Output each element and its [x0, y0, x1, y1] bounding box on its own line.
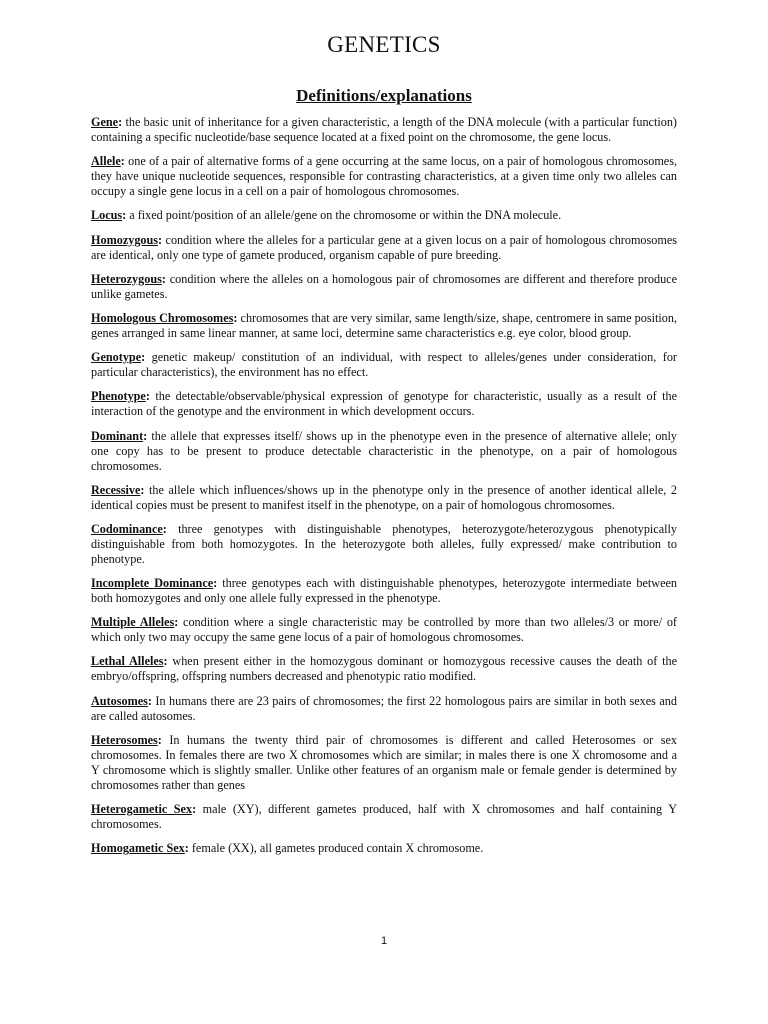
term-colon: : — [158, 232, 163, 247]
term-colon: : — [162, 521, 167, 536]
definition-recessive — [91, 483, 677, 513]
term: Locus — [91, 208, 123, 223]
definition-heterogametic-sex — [91, 802, 677, 832]
term: Codominance — [91, 521, 163, 536]
definition-codominance — [91, 522, 677, 567]
term: Allele — [91, 154, 121, 169]
definition-phenotype — [91, 389, 677, 419]
definition-text: three genotypes each with distinguishable phenotypes, heterozygote intermediate between both homozygotes and only one allele fully expressed in the phenotype. — [91, 576, 677, 606]
term: Homogametic Sex — [91, 841, 185, 856]
term-colon: : — [213, 576, 218, 591]
term-colon: : — [147, 693, 152, 708]
term: Heterosomes — [91, 732, 158, 747]
term-colon: : — [161, 271, 166, 286]
term-colon: : — [140, 482, 145, 497]
definition-text: condition where the alleles on a homologous pair of chromosomes are different and therefore produce unlike gametes. — [91, 271, 677, 301]
definition-multiple-alleles — [91, 615, 677, 645]
term-colon: : — [118, 115, 123, 129]
term: Homozygous — [91, 232, 159, 247]
term-colon: : — [157, 732, 162, 747]
term: Heterozygous — [91, 271, 162, 286]
term-colon: : — [184, 841, 189, 856]
term: Phenotype — [91, 389, 146, 404]
definition-text: the allele which influences/shows up in the phenotype only in the presence of another identical allele, 2 identical copies must be present to manifest itself in the phenotype, on a pair of homologous chromosomes. — [91, 482, 677, 512]
definition-text: when present either in the homozygous dominant or homozygous recessive causes the death of the embryo/offspring, offspring numbers decreased and phenotypic ratio modified. — [91, 654, 677, 684]
definition-locus — [91, 208, 677, 223]
definition-homologous-chromosomes — [91, 311, 677, 341]
term-colon: : — [120, 154, 125, 169]
definition-allele — [91, 154, 677, 199]
definition-text: In humans the twenty third pair of chromosomes is different and called Heterosomes or sex chromosomes. In females there are two X chromosomes which are similar; in males there is one X chromosome and a Y chromosome which is slightly smaller. Unlike other features of an organism male or female gender is determined by chromosomes rather than genes — [91, 732, 677, 792]
term: Lethal Alleles — [91, 654, 164, 669]
definition-homozygous — [91, 233, 677, 263]
term-colon: : — [122, 208, 127, 223]
term-colon: : — [174, 615, 179, 630]
document-subtitle — [91, 85, 677, 107]
definition-genotype — [91, 350, 677, 380]
term-colon: : — [145, 389, 150, 404]
definition-text: the basic unit of inheritance for a given characteristic, a length of the DNA molecule (with a particular function) containing a specific nucleotide/base sequence located at a fixed point on the chromosome, the gene locus. — [91, 115, 677, 144]
term: Gene — [91, 115, 119, 129]
definition-incomplete-dominance — [91, 576, 677, 606]
term: Multiple Alleles — [91, 615, 175, 630]
document-title: GENETICS — [327, 32, 441, 57]
term: Homologous Chromosomes — [91, 310, 234, 325]
definition-heterozygous — [91, 272, 677, 302]
definition-text: condition where the alleles for a particular gene at a given locus on a pair of homologous chromosomes are identical, only one type of gamete produced, organism capable of pure breeding. — [91, 232, 677, 262]
term-colon: : — [163, 654, 168, 669]
definition-text: In humans there are 23 pairs of chromosomes; the first 22 homologous pairs are similar in both sexes and are called autosomes. — [91, 693, 677, 723]
definition-text: the allele that expresses itself/ shows up in the phenotype even in the presence of alternative allele; only one copy has to be present to produce detectable characteristic in the phenotype, on a pair of homologous chromosomes. — [91, 428, 677, 473]
term-colon: : — [233, 310, 238, 325]
definition-text: a fixed point/position of an allele/gene on the chromosome or within the DNA molecule. — [126, 208, 562, 223]
term: Heterogametic Sex — [91, 802, 193, 816]
term-colon: : — [143, 428, 148, 443]
definition-text: chromosomes that are very similar, same length/size, shape, centromere in same position, genes arranged in same linear manner, at same loci, determine same characteristics e.g. eye color, blood group. — [91, 310, 677, 340]
term-colon: : — [192, 802, 197, 816]
definition-text: condition where a single characteristic may be controlled by more than two alleles/3 or more/ of which only two may occupy the same gene locus of a pair of homologous chromosomes. — [91, 615, 677, 645]
page-number: 1 — [380, 935, 388, 947]
term: Recessive — [91, 482, 141, 497]
definition-lethal-alleles — [91, 654, 677, 684]
definitions-list — [91, 115, 677, 856]
definition-homogametic-sex — [91, 841, 677, 856]
definition-text: one of a pair of alternative forms of a gene occurring at the same locus, on a pair of homologous chromosomes, they have unique nucleotide sequences, responsible for contrasting characteristics, at a given time only two alleles can occupy a single gene locus in a cell on a pair of homologous chromosomes. — [91, 154, 677, 199]
term-colon: : — [141, 350, 146, 365]
term: Dominant — [91, 428, 144, 443]
definition-text: the detectable/observable/physical expression of genotype for characteristic, usually as a result of the interaction of the genotype and the environment in which development occurs. — [91, 389, 677, 419]
term: Incomplete Dominance — [91, 576, 214, 591]
definition-text: genetic makeup/ constitution of an individual, with respect to alleles/genes under consideration, for particular characteristics), the environment has no effect. — [91, 350, 677, 380]
definition-gene — [91, 115, 677, 145]
term: Genotype — [91, 350, 142, 365]
definition-text: male (XY), different gametes produced, half with X chromosomes and half containing Y chromosomes. — [91, 802, 677, 831]
subtitle-text: Definitions/explanations — [296, 86, 472, 105]
definition-text: female (XX), all gametes produced contain X chromosome. — [188, 841, 484, 856]
definition-autosomes — [91, 694, 677, 724]
definition-dominant — [91, 429, 677, 474]
definition-text: three genotypes with distinguishable phenotypes, heterozygote/heterozygous phenotypically distinguishable from both homozygotes. In the heterozygote both alleles, fully expressed/ make contribution to phenotype. — [91, 521, 677, 566]
definition-heterosomes — [91, 733, 677, 793]
term: Autosomes — [91, 693, 148, 708]
